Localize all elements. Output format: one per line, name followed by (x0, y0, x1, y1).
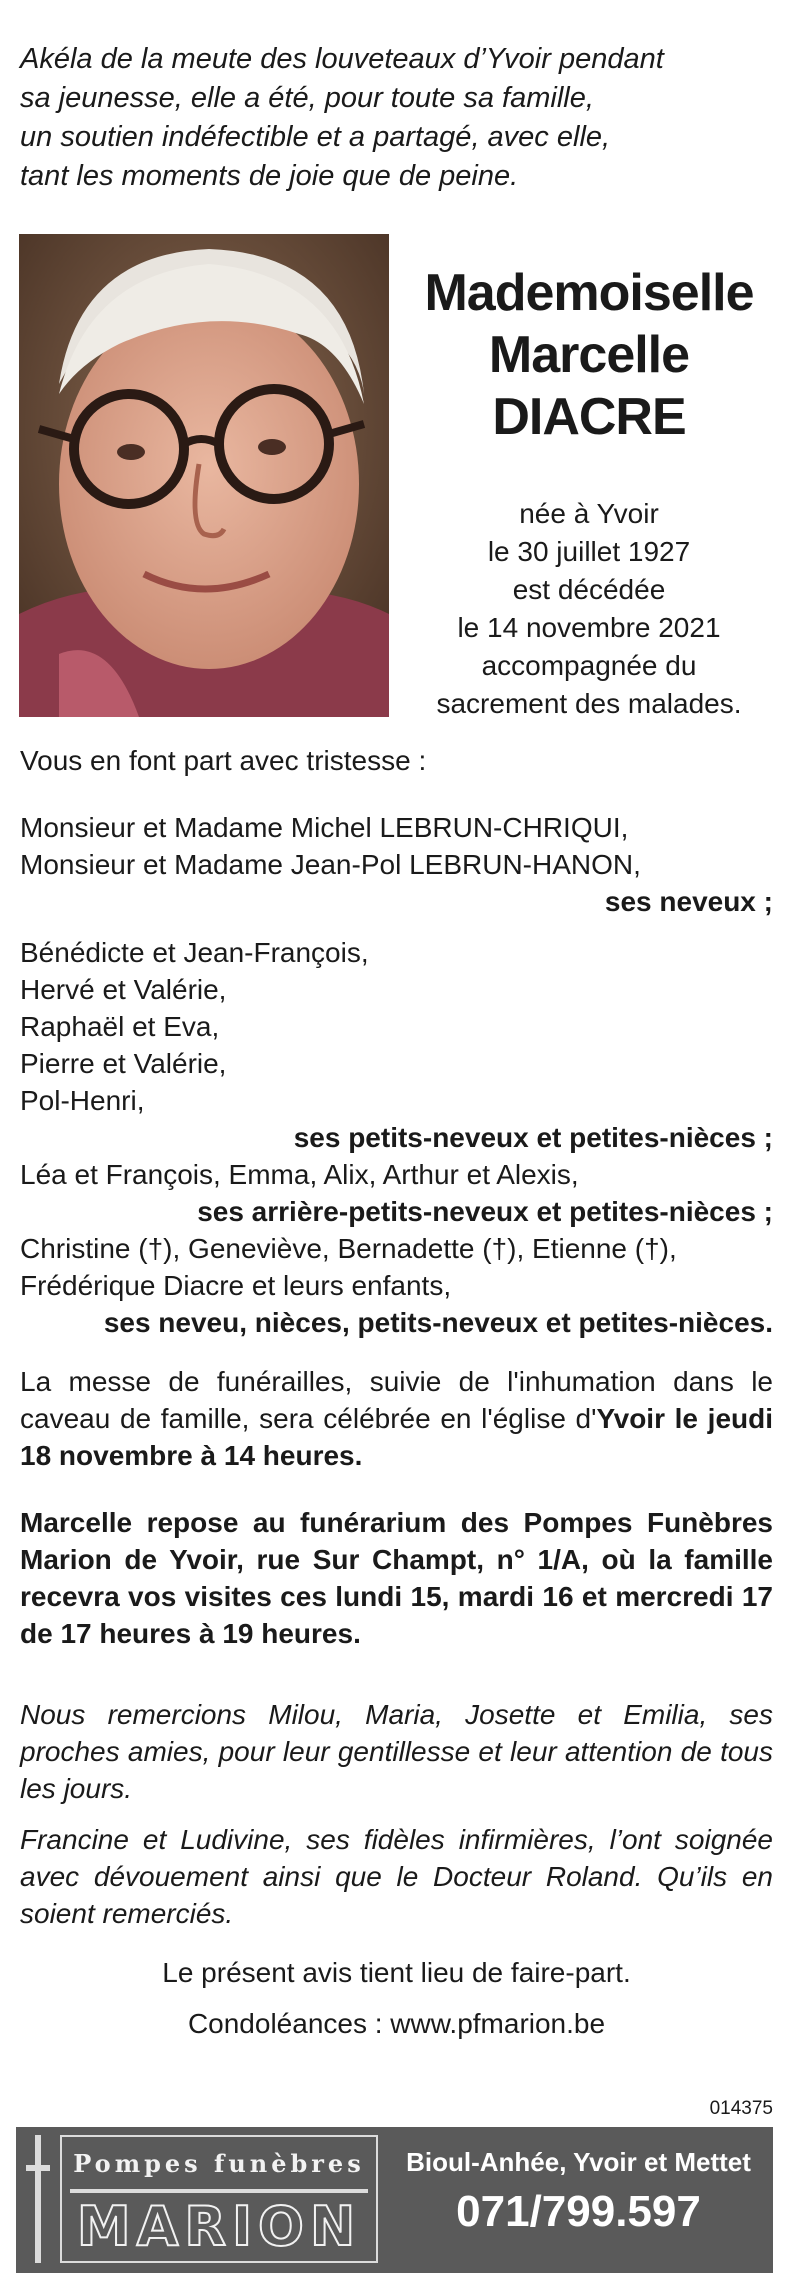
family-line: Monsieur et Madame Michel LEBRUN-CHRIQUI, (20, 812, 629, 843)
notice-line: Le présent avis tient lieu de faire-part. (162, 1957, 631, 1988)
family-line: Pol-Henri, (20, 1085, 145, 1116)
name-first: Marcelle (488, 326, 690, 384)
funeral-mass-text: La messe de funérailles, suivie de l'inhumation dans le caveau de famille, sera célébrée en l'église d' (20, 1366, 773, 1434)
funerarium-paragraph: Marcelle repose au funérarium des Pompes Funèbres Marion de Yvoir, rue Sur Champt, n° 1/A, où la famille recevra vos visites ces lundi 15, mardi 16 et mercredi 17 de 17 heures à 19 heures. (20, 1507, 773, 1649)
family-line: Raphaël et Eva, (20, 1011, 220, 1042)
name-title: Mademoiselle (424, 264, 754, 322)
portrait-illustration (19, 234, 389, 717)
relation-label: ses arrière-petits-neveux et petites-nièces ; (197, 1196, 773, 1227)
announce-line: Vous en font part avec tristesse : (20, 745, 427, 776)
thanks-paragraph: Nous remercions Milou, Maria, Josette et Emilia, ses proches amies, pour leur gentillesse et leur attention de tous les jours. (20, 1699, 773, 1804)
funeral-home-logo (60, 2135, 378, 2263)
cross-icon (26, 2135, 50, 2263)
logo-subtitle: Pompes funèbres (73, 2149, 365, 2178)
intro-paragraph (20, 40, 770, 196)
family-line: Léa et François, Emma, Alix, Arthur et Alexis, (20, 1159, 579, 1190)
family-line: Monsieur et Madame Jean-Pol LEBRUN-HANON, (20, 849, 641, 880)
detail-line: accompagnée du (481, 650, 697, 681)
family-line: Pierre et Valérie, (20, 1048, 227, 1079)
funeral-mass-paragraph (20, 1363, 773, 1474)
relation-label: ses neveu, nièces, petits-neveux et petites-nièces. (103, 1307, 773, 1338)
funeral-mass-date: Yvoir le jeudi 18 novembre à 14 heures. (20, 1403, 773, 1471)
detail-line: le 30 juillet 1927 (487, 536, 691, 567)
family-line: Frédérique Diacre et leurs enfants, (20, 1270, 452, 1301)
funeral-home-banner (16, 2127, 773, 2273)
portrait-photo (19, 234, 389, 717)
intro-line: un soutien indéfectible et a partagé, avec elle, (20, 121, 611, 153)
birth-death-details (400, 495, 778, 723)
detail-line: le 14 novembre 2021 (457, 612, 721, 643)
detail-line: est décédée (512, 574, 666, 605)
intro-line: tant les moments de joie que de peine. (20, 160, 519, 192)
relation-label: ses petits-neveux et petites-nièces ; (293, 1122, 773, 1153)
obituary-body (20, 742, 773, 2042)
condolences-line: Condoléances : www.pfmarion.be (187, 2008, 606, 2039)
family-line: Hervé et Valérie, (20, 974, 227, 1005)
logo-name: MARION (76, 2195, 362, 2258)
detail-line: née à Yvoir (519, 498, 659, 529)
reference-number: 014375 (709, 2098, 773, 2119)
thanks-paragraph: Francine et Ludivine, ses fidèles infirmières, l’ont soignée avec dévouement ainsi que le Docteur Roland. Qu’ils en soient remerciés. (20, 1824, 773, 1929)
intro-line: sa jeunesse, elle a été, pour toute sa famille, (20, 82, 594, 114)
intro-line: Akéla de la meute des louveteaux d’Yvoir pendant (20, 43, 664, 75)
family-line: Christine (†), Geneviève, Bernadette (†), Etienne (†), (20, 1233, 677, 1264)
detail-line: sacrement des malades. (436, 688, 742, 719)
relation-label: ses neveux ; (604, 886, 773, 917)
funeral-home-towns: Bioul-Anhée, Yvoir et Mettet (406, 2147, 751, 2177)
family-line: Bénédicte et Jean-François, (20, 937, 369, 968)
deceased-name (400, 262, 778, 448)
funeral-home-phone[interactable]: 071/799.597 (456, 2187, 701, 2236)
name-last: DIACRE (492, 388, 686, 446)
